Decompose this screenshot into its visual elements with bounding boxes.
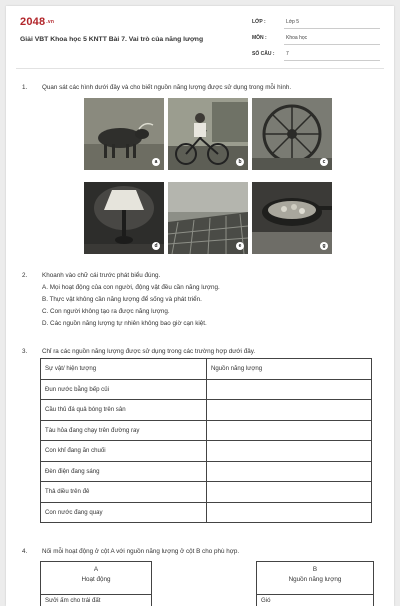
q2-option-d[interactable]: D. Các nguồn năng lượng tự nhiên không bao giờ cạn kiệt.: [42, 320, 207, 327]
table-cell-answer[interactable]: [207, 379, 372, 400]
table-cell-object: Đèn điện đang sáng: [41, 461, 207, 482]
table-header-row: [41, 359, 372, 380]
photo-solar-panels: [168, 182, 248, 254]
table-cell-object: Thả diều trên đê: [41, 482, 207, 503]
q2-option-b[interactable]: B. Thực vật không cần năng lượng để sống và phát triển.: [42, 296, 202, 303]
table-cell-object: Cầu thủ đá quả bóng trên sân: [41, 400, 207, 421]
energy-sources-table: [40, 358, 372, 523]
table-cell-object: Tàu hỏa đang chạy trên đường ray: [41, 420, 207, 441]
photo-tag-b: b: [236, 158, 244, 166]
q2-option-a[interactable]: A. Mọi hoạt động của con người, động vật đều cần năng lượng.: [42, 284, 220, 291]
document-title: Giải VBT Khoa học 5 KNTT Bài 7. Vai trò của năng lượng: [20, 36, 204, 43]
column-b-item[interactable]: Gió: [257, 594, 373, 606]
photo-tag-g: g: [320, 242, 328, 250]
meta-subject: MÔN : Khoa học: [252, 32, 380, 46]
photo-tag-c: c: [320, 158, 328, 166]
table-row: [41, 379, 372, 400]
photo-water-wheel: [252, 98, 332, 170]
column-b-header: B Nguồn năng lượng: [288, 566, 342, 583]
table-row: [41, 502, 372, 523]
page-header: [6, 6, 394, 68]
match-column-a: [40, 561, 152, 606]
column-a-item[interactable]: Sưởi ấm cho trái đất: [41, 594, 151, 606]
photo-cooking-pan: [252, 182, 332, 254]
photo-tag-d: d: [152, 242, 160, 250]
site-logo[interactable]: $2048^{.vn}$: [20, 16, 55, 28]
table-cell-answer[interactable]: [207, 502, 372, 523]
photo-tag-a: a: [152, 158, 160, 166]
table-row: [41, 420, 372, 441]
table-row: [41, 441, 372, 462]
table-cell-object: Con khỉ đang ăn chuối: [41, 441, 207, 462]
photo-tag-e: e: [236, 242, 244, 250]
photo-buffalo: [84, 98, 164, 170]
table-cell-object: Con nước đang quay: [41, 502, 207, 523]
header-divider: [16, 68, 384, 69]
q2-option-c[interactable]: C. Con người không tạo ra được năng lượng.: [42, 308, 170, 315]
photo-cyclist: [168, 98, 248, 170]
meta-class: LỚP : Lớp 5: [252, 16, 380, 30]
table-cell-answer[interactable]: [207, 400, 372, 421]
table-row: [41, 461, 372, 482]
table-cell-object: Đun nước bằng bếp củi: [41, 379, 207, 400]
match-column-b: [256, 561, 374, 606]
meta-question-count: SỐ CÂU : 7: [252, 48, 380, 62]
table-header-object: Sự vật/ hiện tượng: [41, 359, 207, 380]
worksheet-page: $2048^{.vn}$ Giải VBT Khoa học 5 KNTT Bài 7. Vai trò của năng lượng LỚP : Lớp 5 MÔN : Khoa học SỐ CÂU : 7 1. Quan sát các hình dưới đây và cho biết nguồn năng lượng được sử dụng trong mỗi hình. a b c d e g 2. Khoanh vào chữ cái trước phát biểu đúng. A. Mọi hoạt động của con người, động vật đều cần năng lượng. B. Thực vật không cần năng lượng để sống và phát triển. C. Con người không tạo ra được năng lượng. D. Các nguồn năng lượng tự nhiên không bao giờ cạn kiệt. 3. Chỉ ra các nguồn năng lượng được sử dụng trong các trường hợp dưới đây. Sự vật/ hiện tượng Nguồn năng lượng Đun nước bằng bếp củi Cầu thủ đá quả bóng trên sân Tàu hỏa đang chạy trên đường ray Con khỉ đang ăn chuối Đèn điện đang sáng Thả diều trên đê Con nước đang quay 4. Nối mỗi hoạt động ở cột A với nguồn năng lượng ở cột B cho phù hợp. A Hoạt động Sưởi ấm cho trái đất B Nguồn năng lượng Gió: [6, 6, 394, 606]
table-cell-answer[interactable]: [207, 441, 372, 462]
table-row: [41, 400, 372, 421]
table-cell-answer[interactable]: [207, 482, 372, 503]
column-a-header: A Hoạt động: [81, 566, 111, 583]
table-header-source: Nguồn năng lượng: [207, 359, 372, 380]
photo-lamp: [84, 182, 164, 254]
table-cell-answer[interactable]: [207, 461, 372, 482]
table-row: [41, 482, 372, 503]
table-cell-answer[interactable]: [207, 420, 372, 441]
